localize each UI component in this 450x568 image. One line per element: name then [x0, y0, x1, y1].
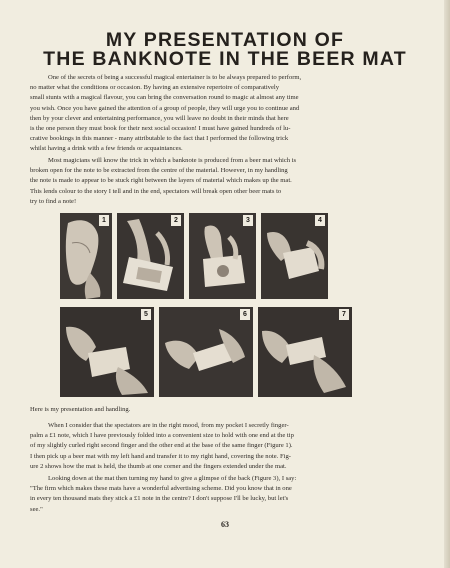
text-line: Here is my presentation and handling. [30, 406, 131, 413]
text-line: Looking down at the mat then turning my hand to give a glimpse of the back (Figure 3), I say: [48, 475, 297, 482]
page-title-line-2: THE BANKNOTE IN THE BEER MAT [43, 48, 407, 70]
text-line: see." [30, 505, 43, 513]
text-line: the note is made to appear to be stuck right between the layers of material which makes up the mat. [30, 177, 292, 185]
hands-with-mat-image [159, 307, 253, 397]
text-line: This lends colour to the story I tell and in the end, spectators will break open other beer mats to [30, 187, 282, 195]
text-line: ure 2 shows how the mat is held, the thumb at one corner and the fingers extended under the mat. [30, 462, 287, 470]
handling-heading [30, 405, 420, 415]
intro-paragraph [30, 73, 420, 155]
page-title-line-1: MY PRESENTATION OF [105, 29, 345, 51]
text-line: One of the secrets of being a successful magical entertainer is to be always prepared to perform, [48, 74, 302, 81]
figure-2-photo [117, 213, 184, 299]
fourth-paragraph [30, 474, 420, 515]
figure-7-photo [258, 307, 352, 397]
text-line: When I consider that the spectators are in the right mood, from my pocket I secretly finger- [48, 422, 289, 429]
third-paragraph [30, 421, 420, 472]
figure-3-photo [189, 213, 256, 299]
figure-number: 6 [240, 309, 250, 320]
page-edge [444, 0, 450, 568]
figure-photo-grid [60, 213, 390, 397]
text-line: I then pick up a beer mat with my left hand and transfer it to my right hand, covering the note. Fig- [30, 452, 291, 460]
figure-number: 3 [243, 215, 253, 226]
figure-1-photo [60, 213, 112, 299]
figure-number: 1 [99, 215, 109, 226]
text-line: small stunts with a magical flavour, you can bring the conversation round to magic at almost any time [30, 94, 299, 102]
figure-6-photo [159, 307, 253, 397]
text-line: whilst having a drink with a few friends or acquaintances. [30, 145, 183, 153]
text-line: in every ten thousand mats they stick a £1 note in the centre? I don't suppose I'll be lucky, but let's [30, 495, 289, 503]
text-line: you wish. Once you have gained the attention of a group of people, they will urge you to continue and [30, 104, 300, 112]
text-line: then by your clever and entertaining performance, you will leave no doubt in their minds that here [30, 114, 289, 122]
hands-with-mat-image [258, 307, 352, 397]
text-line: is the one person they must book for their next social occasion! I must have gained hundreds of lu- [30, 124, 291, 132]
text-line: Most magicians will know the trick in which a banknote is produced from a beer mat which is [48, 157, 297, 164]
text-line: palm a £1 note, which I have previously folded into a convenient size to hold with one end at the tip [30, 432, 294, 440]
text-line: "The firm which makes these mats have a wonderful advertising scheme. Did you know that in one [30, 485, 292, 493]
text-line: try to find a note! [30, 197, 77, 205]
text-line: no matter what the conditions or occasion. By having an extensive repertoire of comparatively [30, 84, 280, 92]
figure-number: 2 [171, 215, 181, 226]
figure-number: 4 [315, 215, 325, 226]
figure-number: 5 [141, 309, 151, 320]
figure-number: 7 [339, 309, 349, 320]
page-number: 63 [221, 520, 229, 529]
figure-4-photo [261, 213, 328, 299]
hands-with-mat-image [60, 307, 154, 397]
second-paragraph [30, 156, 420, 207]
text-line: broken open for the note to be extracted from the centre of the material. However, in my handling [30, 167, 288, 175]
text-line: crative bookings in this manner - many attributable to the fact that I performed the following trick [30, 135, 289, 143]
figure-5-photo [60, 307, 154, 397]
text-line: of my slightly curled right second finger and the other end at the base of the same finger (Figure 1). [30, 442, 293, 450]
